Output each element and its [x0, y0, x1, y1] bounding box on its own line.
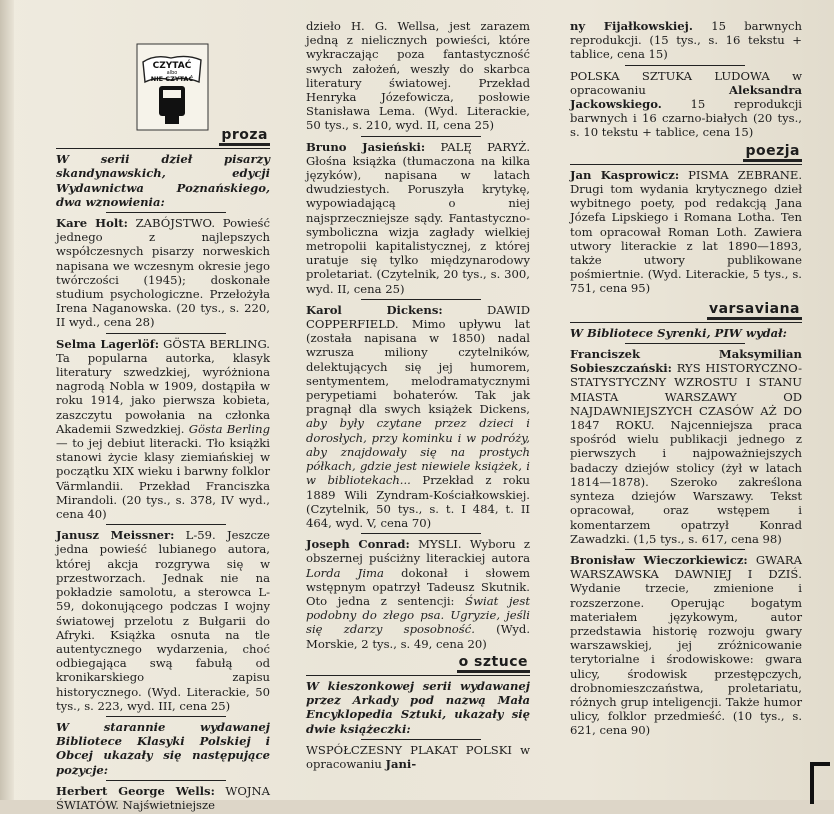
divider	[106, 524, 226, 525]
author-name: ny Fijałkowskiej.	[570, 19, 693, 33]
book-entry	[56, 528, 270, 713]
divider	[361, 299, 481, 300]
intro-text: W starannie wydawanej Bibliotece Klasyki Polskiej i Obcej ukazały się następujące pozycje:	[56, 719, 270, 777]
author-name: Janusz Meissner:	[56, 528, 175, 543]
author-name: Herbert George Wells:	[56, 783, 215, 798]
page-fold-shadow	[0, 0, 14, 800]
author-name: Franciszek Maksymilian Sobieszczański:	[570, 347, 802, 376]
entry-text: L-59. Jeszcze jedna powieść lubianego autora, której akcja rozgrywa się w przestworzach. Jednak nie na pokładzie samolotu, a sterowca L-59, dokonującego podczas I wojny światowej przelotu z Bułgarii do Afryki. Książka osnuta na tle autentycznego wydarzenia, choć odbiegająca swą fabułą od kronikarskiego zapisu historycznego. (Wyd. Literackie, 50 tys., s. 223, wyd. III, cena 25)	[56, 528, 270, 713]
entry-text: RYS HISTORYCZNO-STATYSTYCZNY WZROSTU I STANU MIASTA WARSZAWY OD NAJDAWNIEJSZYCH CZASÓW AŻ DO 1847 ROKU. Najcenniejsza praca spośród wielu publikacji jednego z pierwszych i najpoważniejszych badaczy dziejów stolicy (żył w latach 1814—1878). Szeroko zakreślona synteza dziejów Warszawy. Tekst opracował, oraz wstępem i komentarzem opatrzył Konrad Zawadzki. (1,5 tys., s. 617, cena 98)	[570, 361, 803, 546]
section-header-proza: proza	[56, 128, 270, 146]
section-header-poezja: poezja	[570, 144, 802, 162]
book-entry	[306, 140, 530, 296]
intro-text: W kieszonkowej serii wydawanej przez Arkady pod nazwą Mała Encyklopedia Sztuki, ukazały się dwie książeczki:	[306, 678, 530, 736]
section-header-varsaviana: varsaviana	[570, 302, 802, 320]
entry-text: MYSLI. Wyboru z obszernej puściżny literackiej autora	[306, 537, 530, 566]
divider	[106, 716, 226, 717]
divider	[306, 675, 530, 676]
logo-line3: NIE CZYTAĆ	[150, 75, 194, 83]
book-entry	[570, 347, 802, 546]
author-name: Kare Holt:	[56, 216, 128, 231]
book-entry	[56, 784, 270, 812]
book-entry	[306, 743, 530, 771]
section-header-o-sztuce: o sztuce	[306, 655, 530, 673]
logo-line1: CZYTAĆ	[152, 61, 192, 71]
author-name: Bruno Jasieński:	[306, 139, 426, 154]
divider	[570, 164, 802, 165]
book-entry	[306, 303, 530, 530]
author-name: Selma Lagerlöf:	[56, 336, 160, 351]
author-name: Jan Kasprowicz:	[570, 167, 680, 182]
book-entry	[570, 69, 802, 140]
divider	[570, 322, 802, 323]
divider	[106, 212, 226, 213]
entry-text: WOJNA ŚWIATÓW. Najświetniejsze	[56, 783, 270, 812]
entry-text: POLSKA SZTUKA LUDOWA w opracowaniu	[570, 68, 802, 97]
column-1	[56, 128, 270, 814]
intro-text: W Bibliotece Syrenki, PIW wydał:	[570, 325, 787, 340]
entry-text: dokonał i słowem wstępnym opatrzył Tadeusz Skutnik. Oto jedna z sentencji:	[306, 565, 531, 608]
continued-text	[570, 19, 802, 62]
quote-text: Świat jest podobny do złego psa. Ugryzie, jeśli się zdarzy sposobność.	[306, 593, 531, 637]
book-entry	[56, 216, 270, 330]
divider	[106, 333, 226, 334]
book-entry	[56, 337, 270, 522]
divider	[625, 343, 745, 344]
entry-text: Przekład z roku 1889 Wili Zyndram-Kościałkowskiej. (Czytelnik, 50 tys., s. t. I 484, t. II 464, wyd. V, cena 70)	[306, 473, 531, 530]
author-name: Bronisław Wieczorkiewicz:	[570, 552, 748, 567]
continued-text: dzieło H. G. Wellsa, jest zarazem jedną z nielicznych powieści, które wykraczając poza fantastyczność swych założeń, weszły do skarbca literatury światowej. Przekład Henryka Józefowicza, posłowie Stanisława Lema. (Wyd. Literackie, 50 tys., s. 210, wyd. II, cena 25)	[306, 19, 530, 133]
divider	[56, 148, 270, 149]
author-name: Jani-	[385, 756, 417, 771]
author-name: Joseph Conrad:	[306, 537, 410, 552]
entry-text: DAWID COPPERFIELD. Mimo upływu lat (została napisana w 1850) nadal wzrusza miliony czytelników, delektujących się jej humorem, sentymentem, melodramatycznymi perypetiami bohaterów. Tak jak pragnął dla swych książek Dickens,	[306, 302, 530, 417]
divider	[106, 780, 226, 781]
quote-text: aby były czytane przez dzieci i dorosłych, przy kominku i w podróży, aby znajdowały się na prostych półkach, gdzie jest niewiele książek, i w bibliotekach...	[306, 416, 530, 488]
book-title: Lorda Jima	[306, 565, 384, 580]
intro-text: W serii dzieł pisarzy skandynawskich, edycji Wydawnictwa Poznańskiego, dwa wznowienia:	[56, 152, 270, 209]
book-entry	[570, 553, 802, 738]
entry-text: WSPÓŁCZESNY PLAKAT POLSKI w opracowaniu	[306, 742, 530, 771]
column-3	[570, 19, 802, 740]
divider	[361, 136, 481, 137]
divider	[625, 65, 745, 66]
entry-text: 15 reprodukcji barwnych i 16 czarno-białych (20 tys., s. 10 tekstu + tablice, cena 15)	[570, 97, 803, 140]
page-corner-mark	[810, 762, 830, 804]
divider	[625, 549, 745, 550]
book-entry	[306, 537, 530, 651]
czytac-logo-icon	[135, 42, 210, 132]
entry-text: 15 barwnych reprodukcji. (15 tys., s. 16 tekstu + tablice, cena 15)	[570, 19, 803, 62]
entry-text: GÖSTA BERLING. Ta popularna autorka, klasyk literatury szwedzkiej, wyróżniona nagrodą Nobla w 1909, dostąpiła w roku 1914, jako pierwsza kobieta, zaszczytu powołania na członka Akademii Szwedzkiej.	[56, 336, 270, 436]
entry-text: — to jej debiut literacki. Tło książki stanowi życie klasy ziemiańskiej w początku XIX wieku i barwny folklor Värmlandii. Przekład Franciszka Mirandoli. (20 tys., s. 378, IV wyd., cena 40)	[56, 436, 270, 522]
entry-text: PALĘ PARYŻ. Głośna książka (tłumaczona na kilka języków), napisana w latach dwudziestych. Poruszyła krytykę, wypowiadającą o niej najsprzeczniejsze sądy. Fantastyczno-symboliczna wizja zagłady wielkiej metropolii kapitalistycznej, z której uratuje się tylko międzynarodowy proletariat. (Czytelnik, 20 tys., s. 300, wyd. II, cena 25)	[306, 139, 530, 296]
entry-text: PISMA ZEBRANE. Drugi tom wydania krytycznego dzieł wybitnego poety, pod redakcją Jana Józefa Lipskiego i Romana Lotha. Ten tom opracował Roman Loth. Zawiera utwory literackie z lat 1890—1893, także utwory publikowane pośmiertnie. (Wyd. Literackie, 5 tys., s. 751, cena 95)	[570, 167, 803, 296]
logo-line2: albo	[166, 70, 178, 76]
divider	[361, 533, 481, 534]
entry-text: GWARA WARSZAWSKA DAWNIEJ I DZIŚ. Wydanie trzecie, zmienione i rozszerzone. Operując bogatym materiałem językowym, autor przedstawia historię rozwoju gwary warszawskiej, jej zróżnicowanie terytorialne i środowiskowe: gwara ulicy, środowisk przestępczych, drobnomieszczaństwa, proletariatu, różnych grup inteligencji. Także humor ulicy, folklor przedmieść. (10 tys., s. 621, cena 90)	[570, 552, 802, 738]
column-2	[306, 19, 530, 773]
entry-text: (Wyd. Morskie, 2 tys., s. 49, cena 20)	[306, 622, 531, 651]
book-title: Gösta Berling	[188, 421, 270, 436]
entry-text: ZABÓJSTWO. Powieść jednego z najlepszych współczesnych pisarzy norweskich napisana we wczesnym okresie jego twórczości (1945); doskonałe studium psychologiczne. Przełożyła Irena Naganowska. (20 tys., s. 220, II wyd., cena 28)	[56, 216, 270, 330]
author-name: Aleksandra Jackowskiego.	[570, 82, 802, 112]
author-name: Karol Dickens:	[306, 302, 443, 317]
divider	[361, 739, 481, 740]
book-entry	[570, 168, 802, 296]
